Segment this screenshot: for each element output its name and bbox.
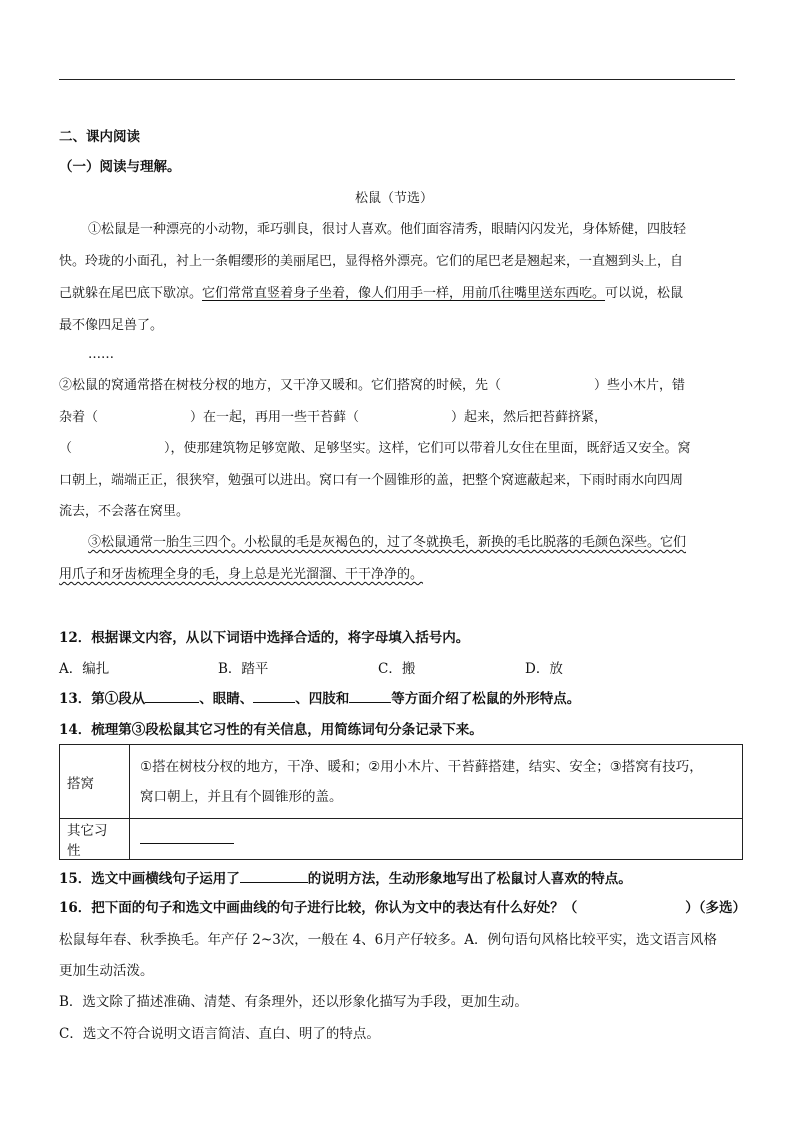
habits-table	[59, 744, 743, 860]
passage-p2-line3	[59, 439, 691, 459]
passage-p1-line2: 快。玲珑的小面孔，衬上一条帽缨形的美丽尾巴，显得格外漂亮。它们的尾巴老是翘起来，一直翘到头上，自	[59, 254, 684, 269]
q16-option-b[interactable]: B．选文除了描述准确、清楚、有条理外，还以形象化描写为手段，更加生动。	[59, 994, 528, 1010]
q16-line3: 更加生动活泼。	[59, 963, 154, 979]
q15-blank[interactable]	[240, 869, 308, 883]
passage-p1-text-tail: 可以说，松鼠	[605, 286, 684, 301]
row-content-other	[130, 819, 743, 860]
row-label-nest: 搭窝	[60, 745, 130, 819]
p2-text-d: ）在一起，再用一些干苔藓（	[190, 410, 360, 425]
q15-text-b: 的说明方法，生动形象地写出了松鼠讨人喜欢的特点。	[307, 871, 632, 887]
passage-p3-line1	[88, 533, 686, 553]
other-habits-blank[interactable]	[140, 830, 234, 844]
p2-text-e: ）起来，然后把苔藓挤紧，	[451, 410, 608, 425]
passage-p3-line2	[59, 565, 423, 585]
p2-text-c: 杂着（	[59, 410, 99, 425]
wavy-sentence-1: ③松鼠通常一胎生三四个。小松鼠的毛是灰褐色的，过了冬就换毛，新换的毛比脱落的毛颜色深些。它们	[88, 535, 687, 550]
q12-option-d[interactable]: D．放	[525, 661, 563, 677]
p2-text-b: ）些小木片，错	[594, 378, 686, 393]
section-subheading: （一）阅读与理解。	[59, 159, 181, 175]
p2-text-g: ），使那建筑物足够宽敞、足够坚实。这样，它们可以带着儿女住在里面，既舒适又安全。窝	[164, 441, 691, 456]
row-label-other: 其它习性	[60, 819, 130, 860]
q13-blank-1[interactable]	[145, 689, 199, 703]
wavy-sentence-2: 用爪子和牙齿梳理全身的毛，身上总是光光溜溜、干干净净的。	[59, 567, 424, 582]
underlined-sentence: 它们常常直竖着身子坐着，像人们用手一样，用前爪往嘴里送东西吃。	[202, 286, 606, 301]
q16-option-c[interactable]: C．选文不符合说明文语言简洁、直白、明了的特点。	[59, 1026, 380, 1042]
q14-stem: 14．梳理第③段松鼠其它习性的有关信息，用简练词句分条记录下来。	[59, 722, 483, 738]
passage-p2-line1	[59, 376, 685, 396]
q13-text-b: 、眼睛、	[199, 691, 254, 707]
passage-p1-line4: 最不像四足兽了。	[59, 318, 164, 333]
q16-stem-a: 16．把下面的句子和选文中画曲线的句子进行比较，你认为文中的表达有什么好处？（	[59, 900, 578, 916]
q12-option-b[interactable]: B．踏平	[218, 661, 269, 677]
q12-option-a[interactable]: A．编扎	[59, 661, 110, 677]
q15-text-a: 15．选文中画横线句子运用了	[59, 871, 240, 887]
header-rule	[59, 79, 735, 80]
q13-text-c: 、四肢和	[295, 691, 350, 707]
row-content-nest	[130, 745, 743, 819]
q16-line2: 松鼠每年春、秋季换毛。年产仔 2~3次，一般在 4、6月产仔较多。A．例句语句风格比较平实，选文语言风格	[59, 932, 717, 948]
table-row-nest	[60, 745, 743, 819]
q16-stem-b: ）（多选）	[685, 900, 747, 916]
passage-p2-line2	[59, 408, 607, 428]
q13-blank-3[interactable]	[349, 689, 391, 703]
table-row-other	[60, 819, 743, 860]
section-heading: 二、课内阅读	[59, 129, 140, 145]
q15-line	[59, 869, 632, 889]
passage-p1-text: 己就躲在尾巴底下歇凉。	[59, 286, 203, 301]
passage-p1-line3	[59, 284, 683, 304]
passage-p1-line1: ①松鼠是一种漂亮的小动物，乖巧驯良，很讨人喜欢。他们面容清秀，眼睛闪闪发光，身体矫健，四肢轻	[88, 222, 687, 237]
p2-text-a: ②松鼠的窝通常搭在树枝分杈的地方，又干净又暖和。它们搭窝的时候，先（	[59, 378, 502, 393]
nest-line-2: 窝口朝上，并且有个圆锥形的盖。	[140, 788, 343, 805]
q13-text-a: 13．第①段从	[59, 691, 146, 707]
passage-p2-line4: 口朝上，端端正正，很狭窄，勉强可以进出。窝口有一个圆锥形的盖，把整个窝遮蔽起来，下雨时雨水向四周	[59, 473, 684, 488]
q13-line	[59, 689, 580, 709]
q16-stem	[59, 898, 746, 918]
q13-blank-2[interactable]	[253, 689, 295, 703]
q12-stem: 12．根据课文内容，从以下词语中选择合适的，将字母填入括号内。	[59, 630, 470, 646]
passage-p2-line5: 流去，不会落在窝里。	[59, 504, 190, 519]
p2-text-f: （	[59, 441, 73, 456]
q12-option-c[interactable]: C．搬	[378, 661, 416, 677]
passage-ellipsis: ……	[88, 347, 114, 362]
nest-line-1: ①搭在树枝分杈的地方，干净、暖和；②用小木片、干苔藓搭建，结实、安全；③搭窝有技巧，	[140, 758, 703, 775]
passage-title: 松鼠（节选）	[355, 191, 434, 206]
q13-text-d: 等方面介绍了松鼠的外形特点。	[391, 691, 581, 707]
